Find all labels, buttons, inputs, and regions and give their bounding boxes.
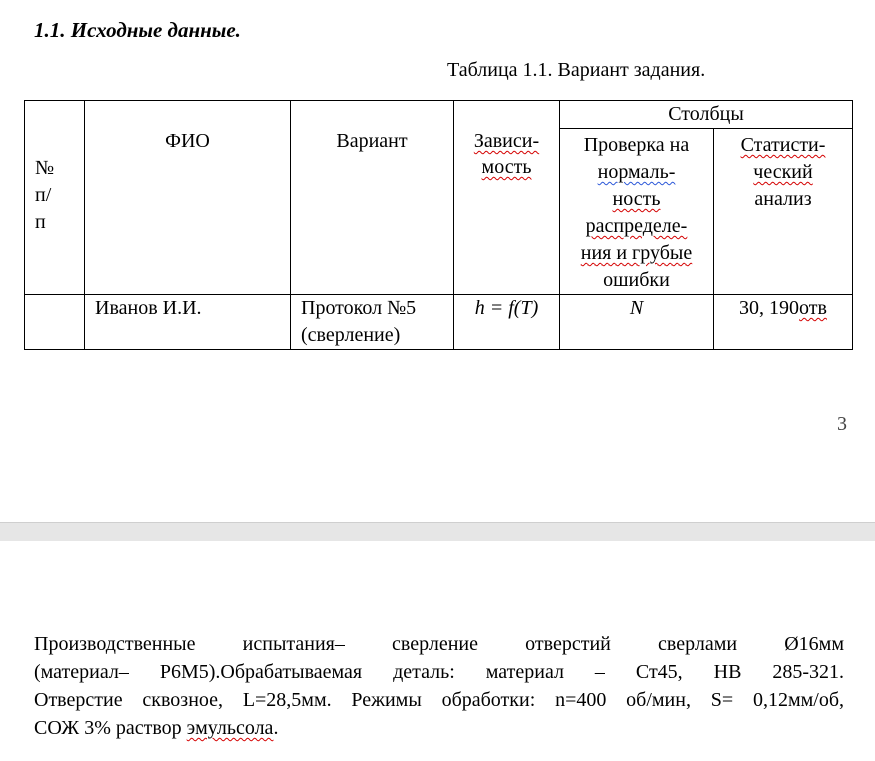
header-normality	[560, 129, 714, 295]
paragraph-line: (материал– Р6М5).Обрабатываемая деталь: материал – Ст45, НВ 285-321.	[34, 661, 844, 683]
header-dependence-line	[454, 128, 559, 155]
header-normality-line: ошибки	[603, 269, 670, 291]
cell-variant	[291, 295, 454, 350]
header-columns-group: Столбцы	[560, 101, 853, 129]
cell-dependence: h = f(T)	[454, 295, 560, 350]
paragraph-line	[34, 714, 844, 742]
paragraph-line: Отверстие сквозное, L=28,5мм. Режимы обработки: n=400 об/мин, S= 0,12мм/об,	[34, 689, 844, 711]
cell-statistical	[714, 295, 853, 350]
header-statistical-line	[714, 159, 852, 186]
header-fio	[85, 101, 291, 295]
header-normality-text: распределе-	[585, 215, 688, 237]
cell-variant-line: (сверление)	[301, 324, 401, 346]
header-normality-line: Проверка на	[583, 134, 690, 156]
header-number-line: №	[35, 157, 55, 179]
header-normality-line	[560, 159, 713, 186]
cell-fio: Иванов И.И.	[85, 295, 291, 350]
table-row	[25, 295, 853, 350]
header-fio-label: ФИО	[165, 130, 210, 152]
header-dependence-text: мость	[481, 156, 532, 178]
header-statistical-text: ческий	[753, 161, 813, 183]
cell-number	[25, 295, 85, 350]
variant-table	[24, 100, 853, 350]
header-statistical-text: Статисти-	[740, 134, 826, 156]
paragraph-line: Производственные испытания– сверление отверстий сверлами Ø16мм	[34, 633, 844, 655]
cell-statistical-value: 30, 190	[739, 297, 800, 319]
cell-normality: N	[560, 295, 714, 350]
header-normality-text: ность	[612, 188, 661, 210]
header-normality-text: ния и грубые	[580, 242, 693, 264]
paragraph-text: СОЖ 3% раствор	[34, 717, 187, 739]
header-statistical	[714, 129, 853, 295]
header-normality-line	[560, 213, 713, 240]
body-paragraph	[34, 630, 844, 742]
header-variant-label: Вариант	[336, 130, 408, 152]
paragraph-line-text	[34, 717, 278, 739]
header-statistical-line: анализ	[754, 188, 812, 210]
header-number-line: п	[35, 211, 46, 233]
header-normality-line	[560, 240, 713, 267]
header-dependence	[454, 101, 560, 295]
cell-statistical-unit: отв	[799, 297, 827, 319]
header-dependence-line	[454, 154, 559, 181]
header-normality-text: нормаль-	[597, 161, 676, 183]
header-statistical-line	[714, 132, 852, 159]
header-number	[25, 101, 85, 295]
page-number: 3	[837, 413, 847, 435]
header-number-line: п/	[35, 184, 52, 206]
header-dependence-text: Зависи-	[473, 130, 540, 152]
paragraph-flagged-word: эмульсола	[186, 717, 274, 739]
header-normality-line	[560, 186, 713, 213]
paragraph-text: .	[273, 717, 279, 739]
document-page-2	[0, 541, 875, 761]
page-break-gap	[0, 522, 875, 542]
section-heading: 1.1. Исходные данные.	[34, 18, 241, 42]
cell-variant-line: Протокол №5	[301, 297, 417, 319]
table-caption: Таблица 1.1. Вариант задания.	[447, 59, 706, 81]
header-variant	[291, 101, 454, 295]
